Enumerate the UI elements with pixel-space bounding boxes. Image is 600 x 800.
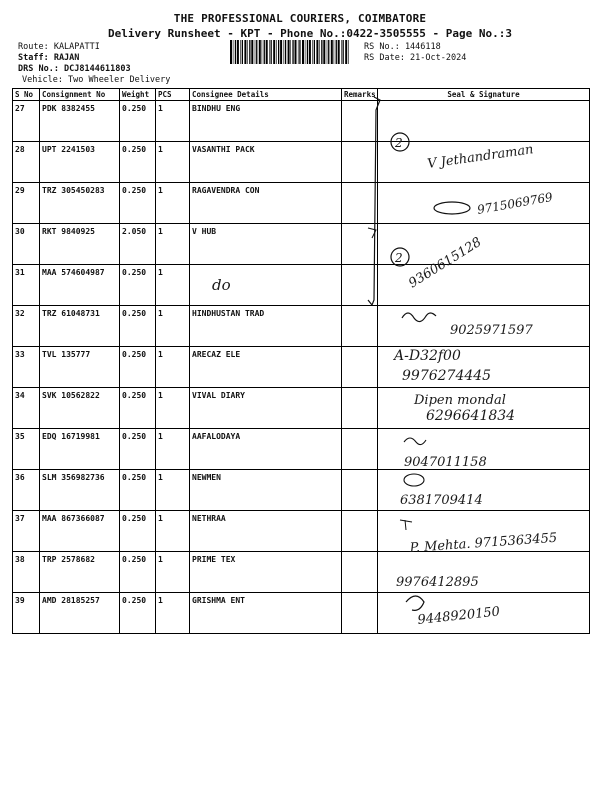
rs-date: RS Date: 21-Oct-2024 (364, 53, 467, 63)
col-header-remarks: Remarks (342, 89, 378, 101)
cell-consignee: AAFALODAYA (190, 429, 342, 470)
cell-consignee: PRIME TEX (190, 552, 342, 593)
table-row (13, 183, 590, 224)
table-header-row (13, 89, 590, 101)
rs-number: RS No.: 1446118 (364, 42, 441, 52)
cell-pcs: 1 (156, 306, 190, 347)
cell-consignment: PDK 8382455 (40, 101, 120, 142)
cell-consignee: ARECAZ ELE (190, 347, 342, 388)
cell-weight: 2.050 (120, 224, 156, 265)
table-row (13, 224, 590, 265)
cell-consignment: SLM 356982736 (40, 470, 120, 511)
cell-consignment: UPT 2241503 (40, 142, 120, 183)
cell-sno: 38 (13, 552, 40, 593)
signature-row-35: 9047011158 (404, 455, 487, 470)
cell-remarks (342, 142, 378, 183)
cell-pcs: 1 (156, 183, 190, 224)
cell-weight: 0.250 (120, 183, 156, 224)
cell-remarks (342, 593, 378, 634)
cell-weight: 0.250 (120, 142, 156, 183)
cell-consignment: MAA 867366087 (40, 511, 120, 552)
cell-consignee (190, 265, 342, 306)
cell-signature (378, 429, 590, 470)
col-header-signature: Seal & Signature (378, 89, 590, 101)
staff-label: Staff: RAJAN (18, 53, 80, 63)
cell-pcs: 1 (156, 593, 190, 634)
table-row (13, 552, 590, 593)
cell-sno: 34 (13, 388, 40, 429)
cell-sno: 29 (13, 183, 40, 224)
runsheet-table (12, 88, 590, 634)
cell-pcs: 1 (156, 101, 190, 142)
table-row (13, 142, 590, 183)
cell-signature (378, 388, 590, 429)
cell-weight: 0.250 (120, 265, 156, 306)
col-header-consignment: Consignment No (40, 89, 120, 101)
vehicle-label: Vehicle: Two Wheeler Delivery (22, 75, 171, 85)
cell-consignment: TRP 2578682 (40, 552, 120, 593)
cell-consignee: GRISHMA ENT (190, 593, 342, 634)
cell-remarks (342, 470, 378, 511)
col-header-sno: S No (13, 89, 40, 101)
cell-consignment: TRZ 305450283 (40, 183, 120, 224)
cell-signature (378, 265, 590, 306)
cell-consignment: AMD 28185257 (40, 593, 120, 634)
cell-remarks (342, 306, 378, 347)
cell-weight: 0.250 (120, 347, 156, 388)
barcode-icon (230, 40, 352, 64)
signature-row-33a: A-D32f00 (394, 348, 461, 364)
cell-sno: 39 (13, 593, 40, 634)
signature-row-30: 9360615128 (406, 234, 485, 292)
signature-row-36: 6381709414 (400, 493, 483, 508)
signature-row-32: 9025971597 (450, 323, 533, 338)
cell-signature (378, 511, 590, 552)
circled-mark-digit: 2 (395, 251, 403, 265)
cell-consignment: TRZ 61048731 (40, 306, 120, 347)
signature-row-29: 9715069769 (476, 189, 554, 217)
cell-weight: 0.250 (120, 470, 156, 511)
cell-pcs: 1 (156, 142, 190, 183)
cell-signature (378, 347, 590, 388)
cell-sno: 32 (13, 306, 40, 347)
signature-row-34a: Dipen mondal (414, 393, 506, 408)
cell-signature (378, 470, 590, 511)
cell-consignment: MAA 574604987 (40, 265, 120, 306)
cell-remarks (342, 511, 378, 552)
cell-remarks (342, 265, 378, 306)
cell-remarks (342, 388, 378, 429)
cell-sno: 28 (13, 142, 40, 183)
table-row (13, 265, 590, 306)
cell-pcs: 1 (156, 388, 190, 429)
cell-weight: 0.250 (120, 101, 156, 142)
cell-remarks (342, 347, 378, 388)
cell-sno: 27 (13, 101, 40, 142)
cell-remarks (342, 224, 378, 265)
cell-remarks (342, 552, 378, 593)
cell-consignee: NETHRAA (190, 511, 342, 552)
table-row (13, 347, 590, 388)
signature-row-38b: 9976412895 (396, 575, 479, 590)
cell-consignee: VASANTHI PACK (190, 142, 342, 183)
runsheet-subtitle: Delivery Runsheet - KPT - Phone No.:0422-3505555 - Page No.:3 (108, 27, 512, 40)
cell-weight: 0.250 (120, 429, 156, 470)
table-row (13, 388, 590, 429)
cell-consignment: EDQ 16719981 (40, 429, 120, 470)
cell-pcs: 1 (156, 429, 190, 470)
cell-signature (378, 593, 590, 634)
cell-weight: 0.250 (120, 388, 156, 429)
cell-weight: 0.250 (120, 593, 156, 634)
signature-row-34b: 6296641834 (426, 408, 516, 424)
col-header-pcs: PCS (156, 89, 190, 101)
table-row (13, 593, 590, 634)
cell-pcs: 1 (156, 347, 190, 388)
table-row (13, 306, 590, 347)
cell-remarks (342, 101, 378, 142)
cell-signature (378, 552, 590, 593)
cell-pcs: 1 (156, 552, 190, 593)
cell-consignee: NEWMEN (190, 470, 342, 511)
circled-mark-digit: 2 (395, 136, 403, 150)
cell-sno: 31 (13, 265, 40, 306)
cell-weight: 0.250 (120, 552, 156, 593)
cell-consignment: SVK 10562822 (40, 388, 120, 429)
cell-consignment: RKT 9840925 (40, 224, 120, 265)
table-row (13, 511, 590, 552)
cell-pcs: 1 (156, 511, 190, 552)
cell-weight: 0.250 (120, 306, 156, 347)
cell-signature (378, 224, 590, 265)
cell-signature (378, 306, 590, 347)
cell-sno: 33 (13, 347, 40, 388)
drs-number: DRS No.: DCJ8144611803 (18, 64, 131, 74)
table-row (13, 470, 590, 511)
cell-remarks (342, 183, 378, 224)
cell-consignee: RAGAVENDRA CON (190, 183, 342, 224)
cell-consignee: HINDHUSTAN TRAD (190, 306, 342, 347)
cell-signature (378, 183, 590, 224)
cell-consignee: V HUB (190, 224, 342, 265)
route-label: Route: KALAPATTI (18, 42, 100, 52)
cell-sno: 37 (13, 511, 40, 552)
table-row (13, 101, 590, 142)
consignee-handwritten-31: do (212, 276, 231, 294)
cell-pcs: 1 (156, 265, 190, 306)
signature-row-38a: P. Mehta. 9715363455 (409, 530, 558, 556)
col-header-weight: Weight (120, 89, 156, 101)
signature-row-28: V Jethandraman (426, 142, 535, 172)
cell-signature (378, 101, 590, 142)
cell-sno: 30 (13, 224, 40, 265)
cell-sno: 35 (13, 429, 40, 470)
cell-sno: 36 (13, 470, 40, 511)
cell-remarks (342, 429, 378, 470)
col-header-consignee: Consignee Details (190, 89, 342, 101)
signature-row-39: 9448920150 (416, 604, 501, 628)
cell-consignment: TVL 135777 (40, 347, 120, 388)
cell-consignee: VIVAL DIARY (190, 388, 342, 429)
cell-weight: 0.250 (120, 511, 156, 552)
cell-consignee: BINDHU ENG (190, 101, 342, 142)
cell-pcs: 1 (156, 470, 190, 511)
table-row (13, 429, 590, 470)
cell-signature (378, 142, 590, 183)
signature-row-33b: 9976274445 (402, 368, 492, 384)
company-title: THE PROFESSIONAL COURIERS, COIMBATORE (173, 12, 427, 25)
cell-pcs: 1 (156, 224, 190, 265)
